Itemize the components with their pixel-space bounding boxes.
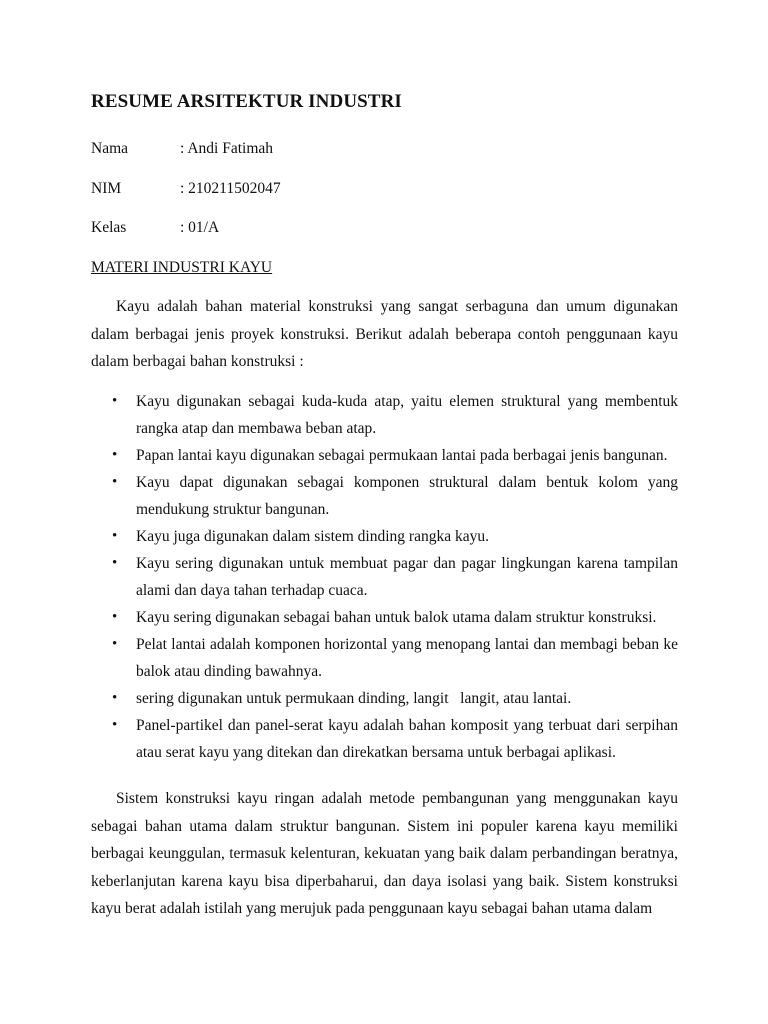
list-item (91, 469, 678, 523)
list-item-text: Kayu digunakan sebagai kuda-kuda atap, yaitu elemen struktural yang membentuk rangka atap dan membawa beban atap. (136, 393, 678, 437)
field-row-nim (91, 180, 281, 198)
bullet-icon: • (112, 636, 118, 652)
bullet-icon: • (112, 447, 118, 463)
bullet-list (91, 388, 678, 766)
list-item (91, 685, 678, 712)
field-value-kelas: : 01/A (180, 219, 220, 236)
bullet-icon: • (112, 609, 118, 625)
field-row-nama (91, 140, 273, 158)
field-value-nama: : Andi Fatimah (180, 140, 273, 157)
document-title: RESUME ARSITEKTUR INDUSTRI (91, 91, 402, 112)
list-item (91, 604, 678, 631)
bullet-icon: • (112, 690, 118, 706)
list-item-text: Kayu sering digunakan untuk membuat pagar dan pagar lingkungan karena tampilan alami dan daya tahan terhadap cuaca. (136, 555, 678, 599)
field-label-kelas: Kelas (91, 219, 127, 236)
field-row-kelas (91, 219, 219, 237)
bullet-icon: • (112, 393, 118, 409)
list-item-text: Kayu dapat digunakan sebagai komponen struktural dalam bentuk kolom yang mendukung struktur bangunan. (136, 474, 678, 518)
field-value-nim: : 210211502047 (180, 180, 281, 197)
list-item-text: Kayu juga digunakan dalam sistem dinding rangka kayu. (136, 528, 489, 545)
intro-paragraph: Kayu adalah bahan material konstruksi yang sangat serbaguna dan umum digunakan dalam berbagai jenis proyek konstruksi. Berikut adalah beberapa contoh penggunaan kayu dalam berbagai bahan konstruksi : (91, 298, 678, 370)
bullet-icon: • (112, 474, 118, 490)
list-item-text: Papan lantai kayu digunakan sebagai permukaan lantai pada berbagai jenis bangunan. (136, 447, 668, 464)
list-item-text: sering digunakan untuk permukaan dinding, langit langit, atau lantai. (136, 690, 572, 707)
bullet-icon: • (112, 717, 118, 733)
list-item (91, 631, 678, 685)
field-label-nim: NIM (91, 180, 122, 197)
section-heading: MATERI INDUSTRI KAYU (91, 259, 273, 276)
list-item (91, 712, 678, 766)
list-item-text: Kayu sering digunakan sebagai bahan untuk balok utama dalam struktur konstruksi. (136, 609, 657, 626)
list-item-text: Panel-partikel dan panel-serat kayu adalah bahan komposit yang terbuat dari serpihan atau serat kayu yang ditekan dan direkatkan bersama untuk berbagai aplikasi. (136, 717, 678, 761)
field-label-nama: Nama (91, 140, 129, 157)
list-item (91, 523, 678, 550)
list-item-text: Pelat lantai adalah komponen horizontal yang menopang lantai dan membagi beban ke balok atau dinding bawahnya. (136, 636, 678, 680)
bullet-icon: • (112, 528, 118, 544)
document-page (91, 0, 678, 1024)
closing-paragraph: Sistem konstruksi kayu ringan adalah metode pembangunan yang menggunakan kayu sebagai bahan utama dalam struktur bangunan. Sistem ini populer karena kayu memiliki berbagai keunggulan, termasuk kelenturan, kekuatan yang baik dalam perbandingan beratnya, keberlanjutan karena kayu bisa diperbaharui, dan daya isolasi yang baik. Sistem konstruksi kayu berat adalah istilah yang merujuk pada penggunaan kayu sebagai bahan utama dalam (91, 790, 678, 917)
list-item (91, 442, 678, 469)
bullet-icon: • (112, 555, 118, 571)
list-item (91, 550, 678, 604)
list-item (91, 388, 678, 442)
